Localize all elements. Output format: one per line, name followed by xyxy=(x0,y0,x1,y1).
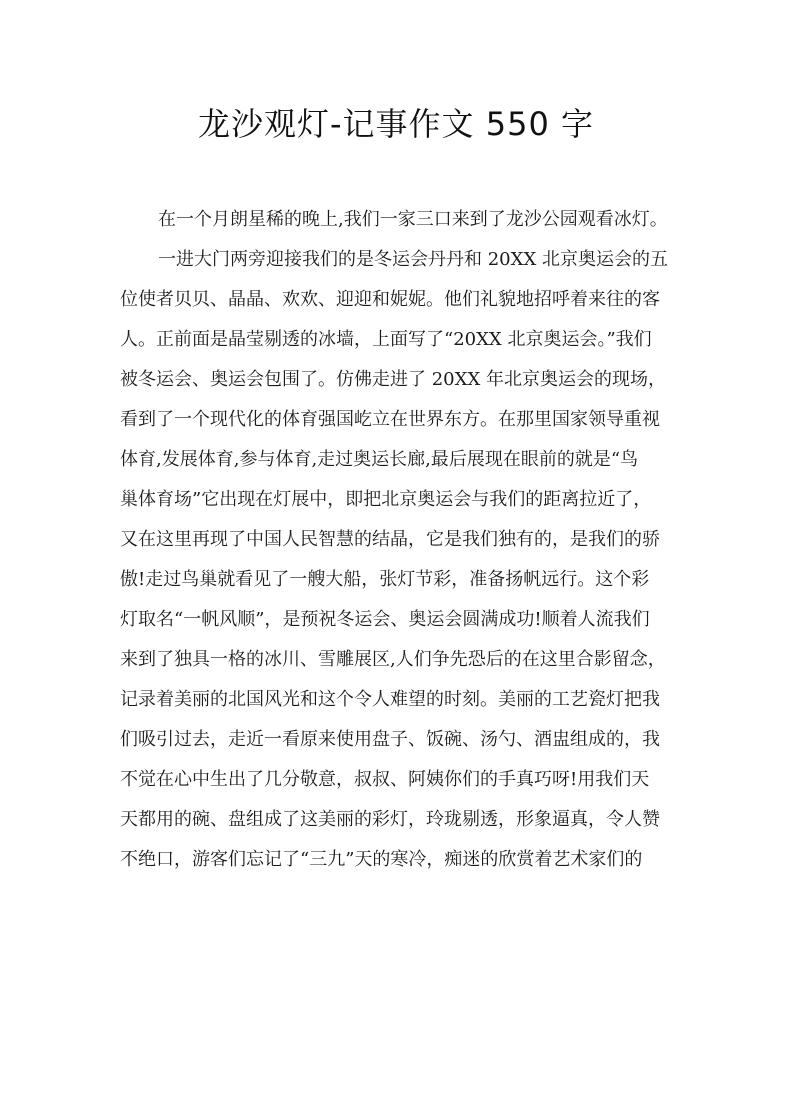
document-title: 龙沙观灯-记事作文 550 字 xyxy=(198,105,594,143)
document-body xyxy=(120,200,680,880)
paragraph-2-line-10: 灯取名“一帆风顺”，是预祝冬运会、奥运会圆满成功!顺着人流我们 xyxy=(120,609,650,630)
paragraph-2-line-1: 一进大门两旁迎接我们的是冬运会丹丹和 20XX 北京奥运会的五 xyxy=(158,249,668,270)
paragraph-2-line-3: 人。正前面是晶莹剔透的冰墙，上面写了“20XX 北京奥运会。”我们 xyxy=(120,329,652,350)
paragraph-2-line-6: 体育,发展体育,参与体育,走过奥运长廊,最后展现在眼前的就是“鸟 xyxy=(120,449,639,470)
paragraph-2-line-4: 被冬运会、奥运会包围了。仿佛走进了 20XX 年北京奥运会的现场， xyxy=(120,369,666,390)
paragraph-2-line-8: 又在这里再现了中国人民智慧的结晶，它是我们独有的，是我们的骄 xyxy=(120,529,660,550)
paragraph-2-line-11: 来到了独具一格的冰川、雪雕展区,人们争先恐后的在这里合影留念， xyxy=(120,649,666,670)
paragraph-2-line-13: 们吸引过去，走近一看原来使用盘子、饭碗、汤勺、酒盅组成的，我 xyxy=(120,729,660,750)
paragraph-2-line-12: 记录着美丽的北国风光和这个令人难望的时刻。美丽的工艺瓷灯把我 xyxy=(120,689,660,710)
paragraph-2-line-7: 巢体育场”它出现在灯展中，即把北京奥运会与我们的距离拉近了， xyxy=(120,489,652,510)
paragraph-2-line-5: 看到了一个现代化的体育强国屹立在世界东方。在那里国家领导重视 xyxy=(120,409,660,430)
paragraph-2-line-2: 位使者贝贝、晶晶、欢欢、迎迎和妮妮。他们礼貌地招呼着来往的客 xyxy=(120,289,660,310)
paragraph-2-line-16: 不绝口，游客们忘记了“三九”天的寒冷，痴迷的欣赏着艺术家们的 xyxy=(120,849,643,870)
paragraph-2-line-9: 傲!走过鸟巢就看见了一艘大船，张灯节彩，准备扬帆远行。这个彩 xyxy=(120,569,650,590)
paragraph-2-line-14: 不觉在心中生出了几分敬意，叔叔、阿姨你们的手真巧呀!用我们天 xyxy=(120,769,650,790)
paragraph-2-line-15: 天都用的碗、盘组成了这美丽的彩灯，玲珑剔透，形象逼真，令人赞 xyxy=(120,809,660,830)
paragraph-1-line-1: 在一个月朗星稀的晚上,我们一家三口来到了龙沙公园观看冰灯。 xyxy=(158,209,668,230)
